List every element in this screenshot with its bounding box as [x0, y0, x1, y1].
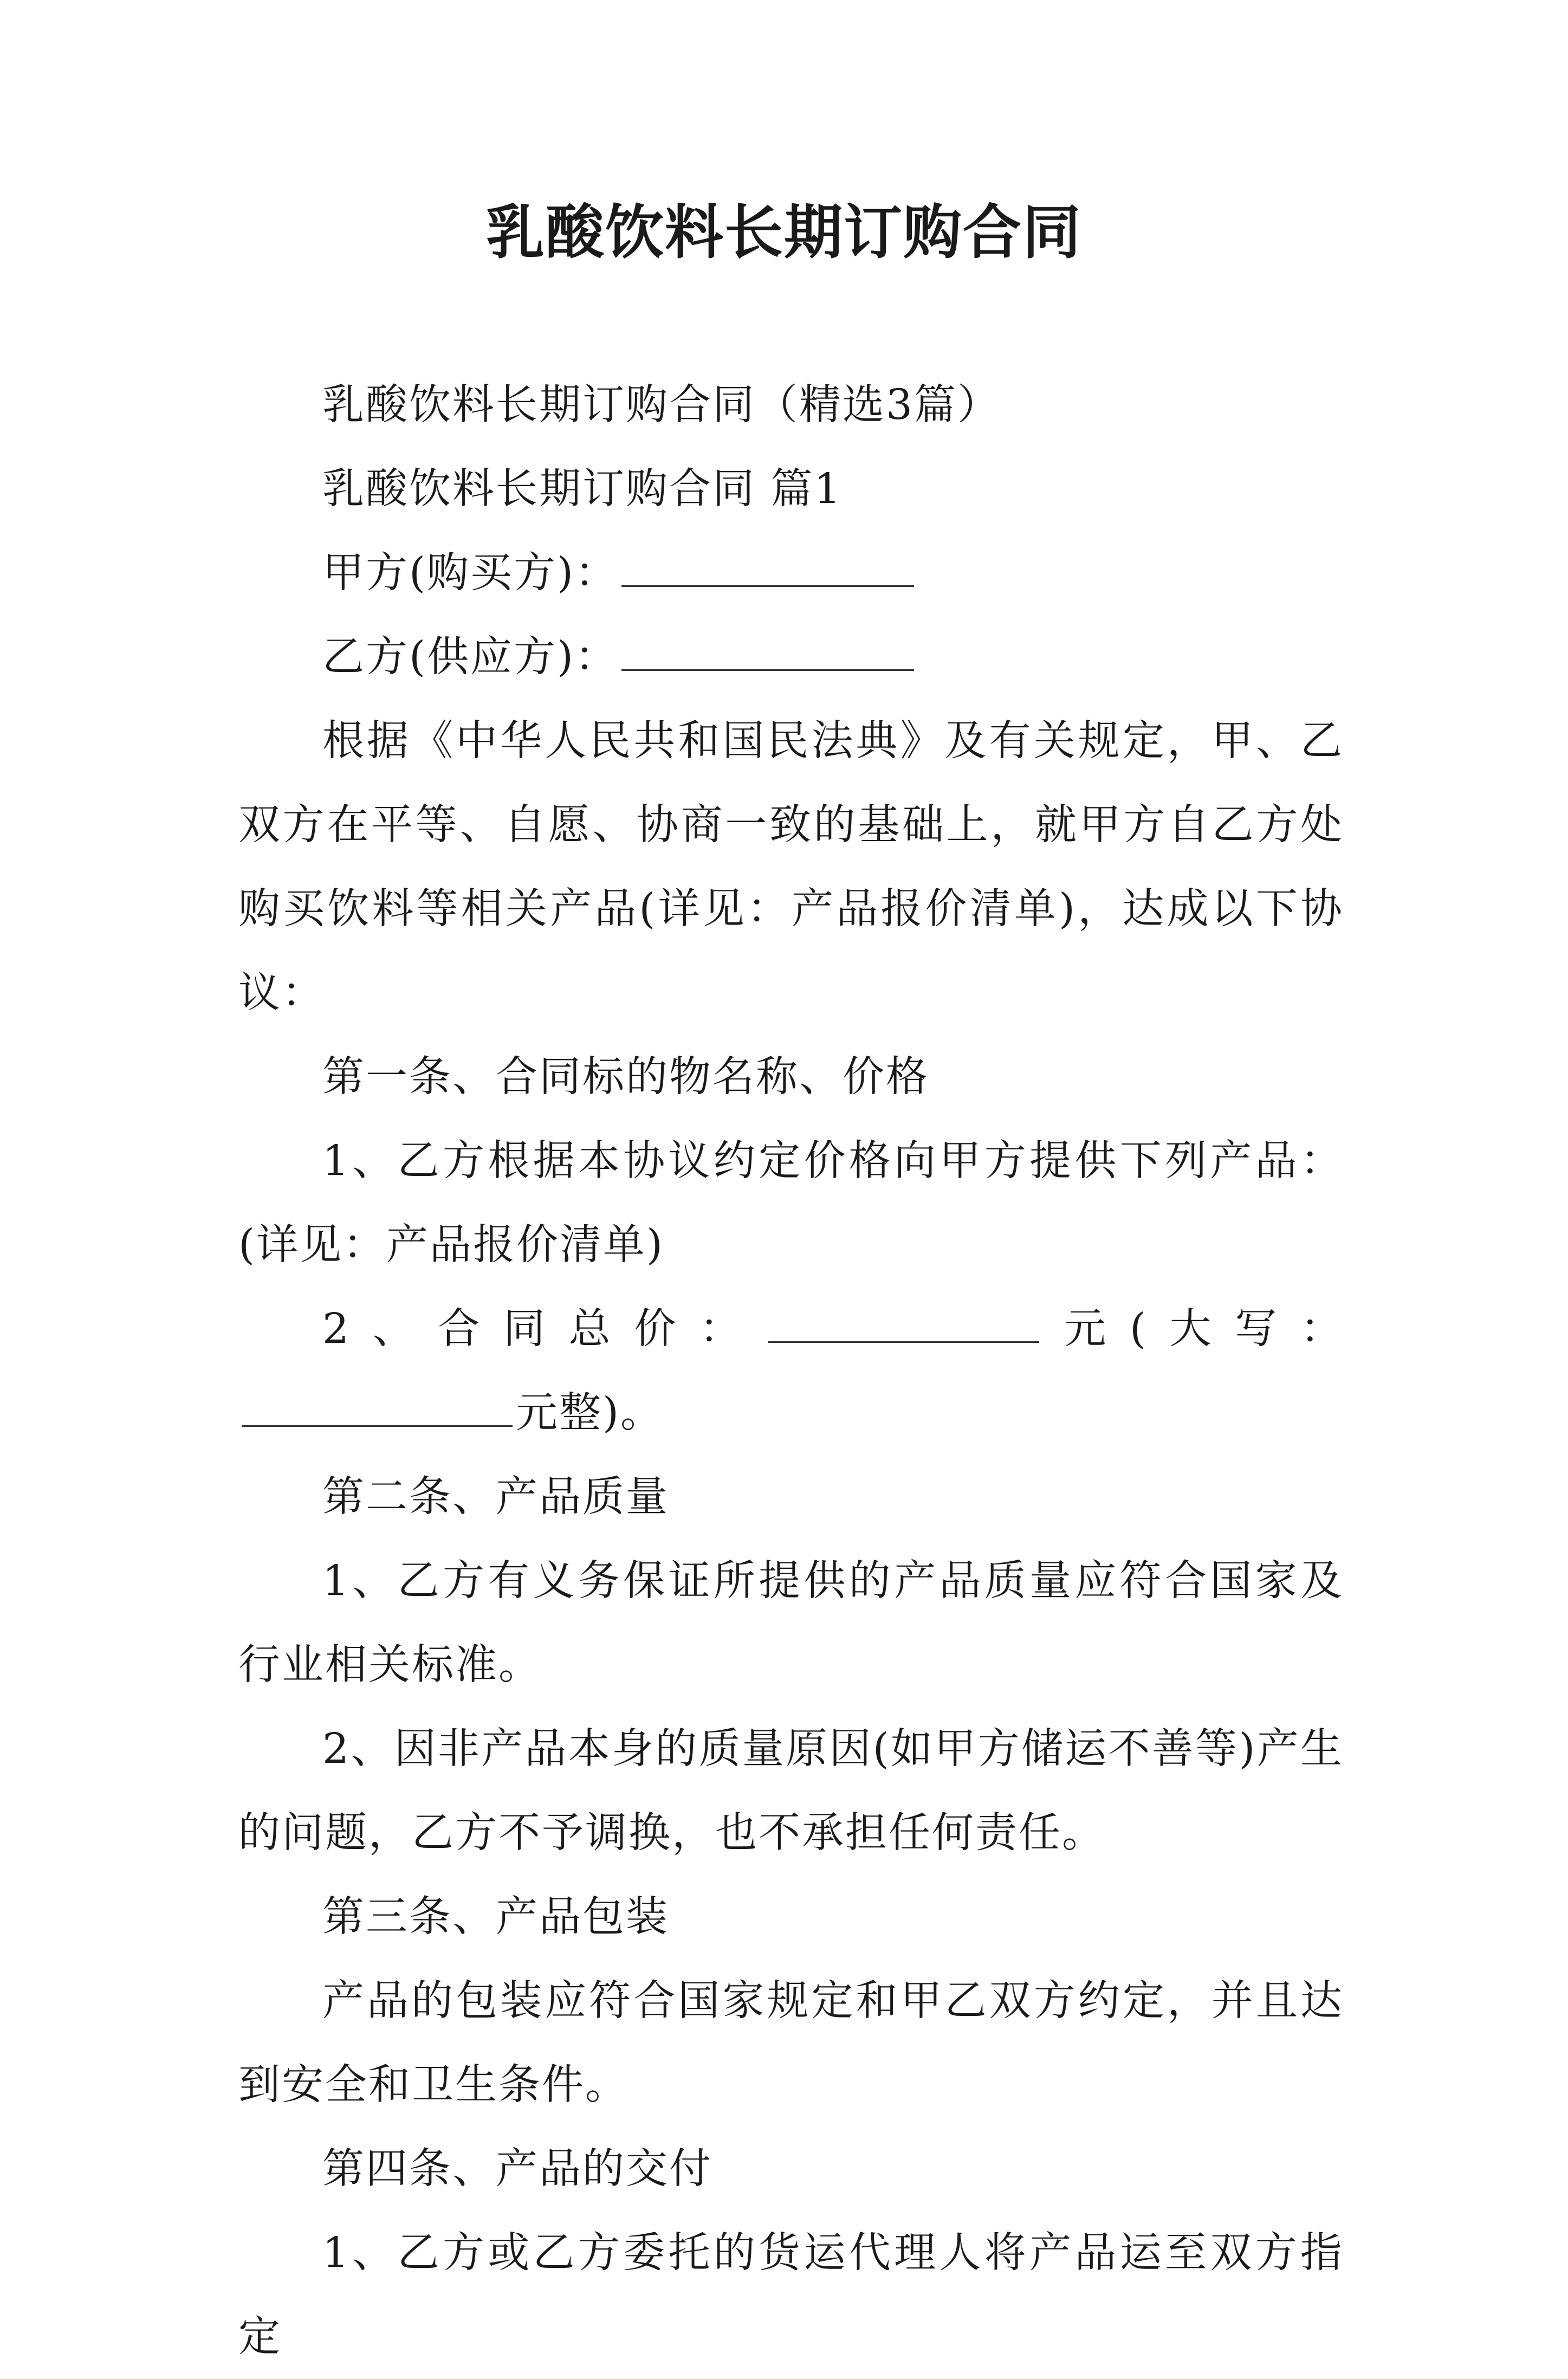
article2-item2: 2、因非产品本身的质量原因(如甲方储运不善等)产生的问题，乙方不予调换，也不承担任何责任。 — [238, 1725, 1344, 1857]
total-price-capital-blank — [242, 1389, 513, 1427]
article3-text: 产品的包装应符合国家规定和甲乙双方约定，并且达到安全和卫生条件。 — [238, 1977, 1344, 2109]
document-body — [238, 363, 1344, 2379]
party-a-line — [238, 531, 1344, 615]
total-price-label: 2、合同总价： — [322, 1305, 765, 1353]
intro-paragraph: 根据《中华人民共和国民法典》及有关规定，甲、乙双方在平等、自愿、协商一致的基础上，就甲方自乙方处购买饮料等相关产品(详见：产品报价清单)，达成以下协议： — [238, 717, 1344, 1017]
party-a-label: 甲方(购买方)： — [322, 549, 619, 597]
party-a-blank — [621, 550, 914, 587]
article4-item1: 1、乙方或乙方委托的货运代理人将产品运至双方指定 — [238, 2229, 1344, 2361]
article4-heading: 第四条、产品的交付 — [322, 2145, 712, 2193]
article2-item1: 1、乙方有义务保证所提供的产品质量应符合国家及行业相关标准。 — [238, 1557, 1344, 1689]
subtitle-part-one: 乳酸饮料长期订购合同 篇1 — [322, 465, 843, 513]
document-title: 乳酸饮料长期订购合同 — [485, 199, 1082, 267]
party-b-line — [238, 615, 1344, 699]
total-price-blank — [768, 1305, 1039, 1343]
article2-heading: 第二条、产品质量 — [322, 1473, 669, 1521]
article3-heading: 第三条、产品包装 — [322, 1893, 669, 1941]
article1-item1: 1、乙方根据本协议约定价格向甲方提供下列产品：(详见：产品报价清单) — [238, 1137, 1344, 1269]
party-b-blank — [621, 633, 914, 671]
subtitle-selection: 乳酸饮料长期订购合同（精选3篇） — [322, 381, 1001, 429]
total-price-capital-label: 元(大写： — [1042, 1305, 1344, 1353]
article1-item2 — [238, 1287, 1344, 1455]
party-b-label: 乙方(供应方)： — [322, 633, 619, 681]
total-price-suffix: 元整)。 — [516, 1389, 664, 1437]
article1-heading: 第一条、合同标的物名称、价格 — [322, 1053, 929, 1101]
